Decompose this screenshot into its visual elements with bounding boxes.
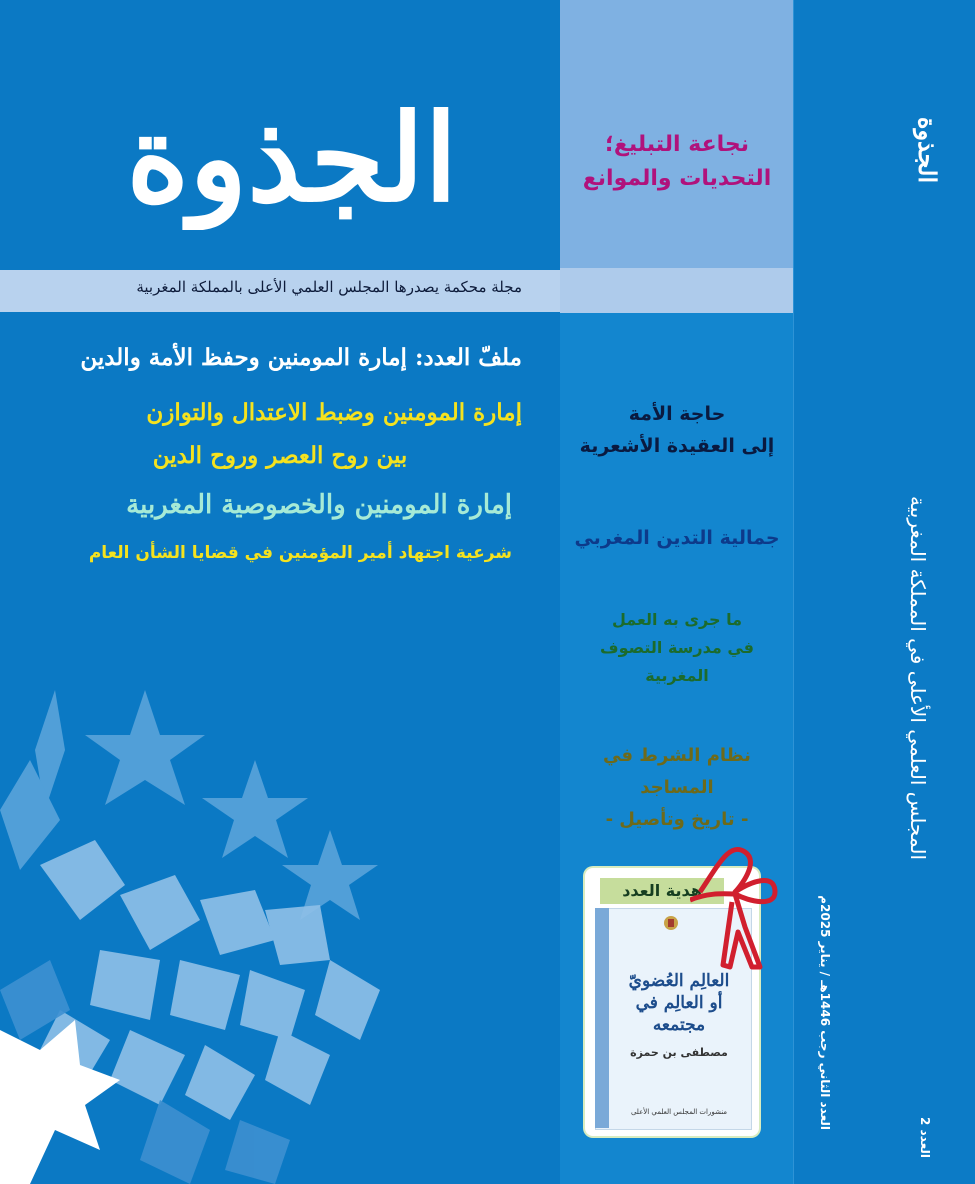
gift-label: هدية العدد — [600, 878, 724, 904]
magazine-logo — [92, 60, 492, 230]
ribbon-icon — [690, 832, 780, 972]
spine-logo — [888, 100, 950, 200]
spine-issue-number: العدد 2 — [918, 1116, 932, 1158]
article-1 — [566, 398, 788, 462]
svg-text:الجذوة: الجذوة — [126, 88, 458, 229]
dossier-line-2: بين روح العصر وروح الدين — [152, 442, 408, 469]
gift-book-title-line-2: أو العالِم في مجتمعه — [635, 993, 723, 1035]
article-4-line-1: نظام الشرط في المساجد — [603, 745, 751, 798]
spine-divider — [793, 0, 794, 1184]
top-article-title-line-1: نجاعة التبليغ؛ — [605, 132, 749, 157]
gift-book-publisher: منشورات المجلس العلمي الأعلى — [630, 1108, 728, 1116]
dossier-line-last: شرعية اجتهاد أمير المؤمنين في قضايا الشأن العام — [88, 543, 512, 563]
top-article-title-line-2: التحديات والموانع — [582, 166, 772, 191]
spine-issue-date: العدد الثاني رجب 1446هـ / يناير 2025م — [818, 895, 832, 1130]
spine-council-text: المجلس العلمي الأعلى في المملكة المغربية — [906, 496, 930, 860]
dossier-heading: ملفّ العدد: إمارة المومنين وحفظ الأمة والدين — [80, 344, 522, 371]
dossier-line-1: إمارة المومنين وضبط الاعتدال والتوازن — [146, 399, 522, 426]
magazine-subtitle: مجلة محكمة يصدرها المجلس العلمي الأعلى بالمملكة المغربية — [136, 278, 522, 296]
top-article-title — [566, 128, 788, 196]
svg-text:الجذوة: الجذوة — [913, 116, 942, 184]
article-3-line-2: في مدرسة التصوف المغربية — [599, 638, 754, 685]
article-3-line-1: ما جرى به العمل — [611, 610, 742, 629]
star-pattern-decoration — [0, 660, 560, 1184]
middle-strip — [560, 268, 793, 313]
gift-book-author: مصطفى بن حمزة — [630, 1046, 728, 1059]
article-3 — [566, 606, 788, 690]
article-4 — [566, 740, 788, 836]
book-spine-band — [595, 908, 609, 1128]
gift-book-title — [612, 970, 746, 1036]
article-4-line-2: - تاريخ وتأصيل - — [605, 809, 749, 830]
article-2: جمالية التدين المغربي — [574, 527, 780, 549]
article-1-line-2: إلى العقيدة الأشعرية — [579, 435, 775, 457]
crest-icon — [662, 914, 680, 932]
gift-book-title-line-1: العالِم العُضويّ — [628, 971, 730, 991]
article-1-line-1: حاجة الأمة — [628, 403, 726, 425]
dossier-line-cyan: إمارة المومنين والخصوصية المغربية — [126, 490, 512, 520]
